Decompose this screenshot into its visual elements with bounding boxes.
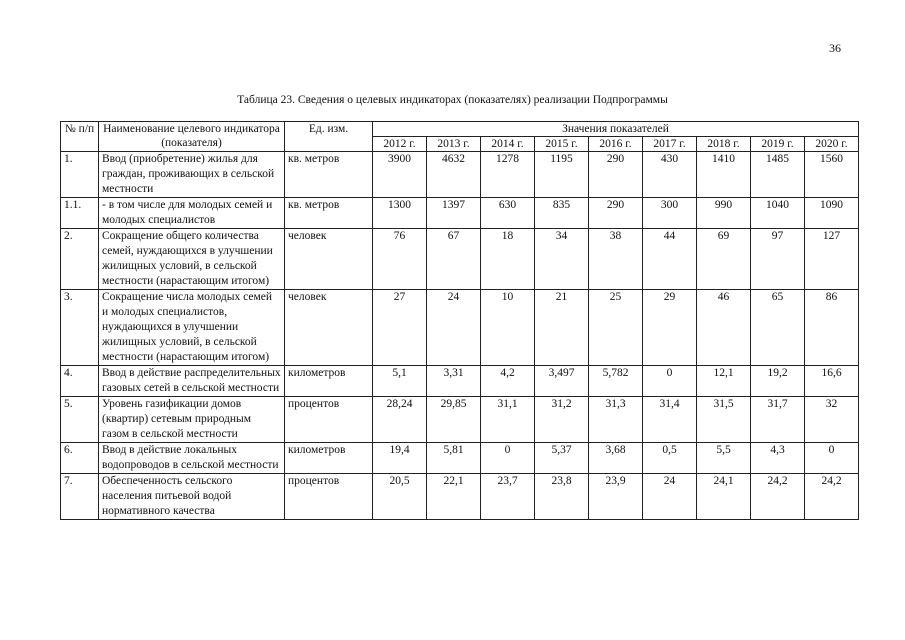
value-cell: 990 [697,198,751,229]
value-cell: 3,497 [535,366,589,397]
year-header: 2014 г. [481,137,535,152]
value-cell: 0 [481,443,535,474]
value-cell: 86 [805,290,859,366]
value-cell: 5,81 [427,443,481,474]
indicators-table [60,121,859,520]
value-cell: 24 [427,290,481,366]
row-number: 2. [61,229,99,290]
value-cell: 1195 [535,152,589,198]
year-header: 2015 г. [535,137,589,152]
value-cell: 24,1 [697,474,751,520]
indicator-name: Уровень газификации домов (квартир) сетевым природным газом в сельской местности [99,397,285,443]
year-header: 2012 г. [373,137,427,152]
value-cell: 300 [643,198,697,229]
table-row [61,290,859,366]
page-number: 36 [829,41,841,55]
unit-cell: процентов [285,474,373,520]
unit-cell: километров [285,443,373,474]
unit-cell: километров [285,366,373,397]
row-number: 1. [61,152,99,198]
value-cell: 0 [643,366,697,397]
header-values: Значения показателей [373,122,859,137]
value-cell: 23,8 [535,474,589,520]
table-row [61,397,859,443]
value-cell: 19,2 [751,366,805,397]
value-cell: 76 [373,229,427,290]
value-cell: 3,31 [427,366,481,397]
value-cell: 127 [805,229,859,290]
value-cell: 44 [643,229,697,290]
value-cell: 430 [643,152,697,198]
value-cell: 0,5 [643,443,697,474]
value-cell: 4632 [427,152,481,198]
value-cell: 65 [751,290,805,366]
unit-cell: кв. метров [285,198,373,229]
table-row [61,474,859,520]
value-cell: 1090 [805,198,859,229]
table-body [61,152,859,520]
value-cell: 69 [697,229,751,290]
value-cell: 31,2 [535,397,589,443]
value-cell: 4,3 [751,443,805,474]
value-cell: 5,1 [373,366,427,397]
year-header: 2020 г. [805,137,859,152]
value-cell: 12,1 [697,366,751,397]
header-row [61,122,859,137]
year-header: 2013 г. [427,137,481,152]
value-cell: 1410 [697,152,751,198]
value-cell: 34 [535,229,589,290]
value-cell: 5,5 [697,443,751,474]
value-cell: 29,85 [427,397,481,443]
table-row [61,366,859,397]
row-number: 3. [61,290,99,366]
value-cell: 835 [535,198,589,229]
value-cell: 16,6 [805,366,859,397]
indicator-name: Ввод в действие локальных водопроводов в сельской местности [99,443,285,474]
row-number: 7. [61,474,99,520]
unit-cell: кв. метров [285,152,373,198]
value-cell: 25 [589,290,643,366]
value-cell: 31,7 [751,397,805,443]
value-cell: 1040 [751,198,805,229]
value-cell: 5,782 [589,366,643,397]
value-cell: 1560 [805,152,859,198]
value-cell: 31,5 [697,397,751,443]
value-cell: 32 [805,397,859,443]
value-cell: 630 [481,198,535,229]
value-cell: 0 [805,443,859,474]
value-cell: 1485 [751,152,805,198]
indicator-name: - в том числе для молодых семей и молодых специалистов [99,198,285,229]
year-header: 2019 г. [751,137,805,152]
value-cell: 1397 [427,198,481,229]
value-cell: 46 [697,290,751,366]
value-cell: 67 [427,229,481,290]
value-cell: 19,4 [373,443,427,474]
indicator-name: Ввод в действие распределительных газовых сетей в сельской местности [99,366,285,397]
value-cell: 21 [535,290,589,366]
year-header: 2017 г. [643,137,697,152]
value-cell: 1300 [373,198,427,229]
value-cell: 31,4 [643,397,697,443]
value-cell: 97 [751,229,805,290]
value-cell: 23,7 [481,474,535,520]
indicator-name: Обеспеченность сельского населения питьевой водой нормативного качества [99,474,285,520]
value-cell: 3,68 [589,443,643,474]
value-cell: 23,9 [589,474,643,520]
value-cell: 290 [589,198,643,229]
table-row [61,443,859,474]
indicator-name: Сокращение числа молодых семей и молодых специалистов, нуждающихся в улучшении жилищных условий, в сельской местности (нарастающим итогом) [99,290,285,366]
unit-cell: человек [285,229,373,290]
value-cell: 10 [481,290,535,366]
value-cell: 27 [373,290,427,366]
value-cell: 31,3 [589,397,643,443]
table-row [61,152,859,198]
value-cell: 38 [589,229,643,290]
value-cell: 28,24 [373,397,427,443]
row-number: 4. [61,366,99,397]
indicator-name: Сокращение общего количества семей, нуждающихся в улучшении жилищных условий, в сельской местности (нарастающим итогом) [99,229,285,290]
header-name: Наименование целевого индикатора (показателя) [99,122,285,152]
unit-cell: человек [285,290,373,366]
value-cell: 4,2 [481,366,535,397]
value-cell: 5,37 [535,443,589,474]
value-cell: 24 [643,474,697,520]
value-cell: 24,2 [805,474,859,520]
year-header: 2016 г. [589,137,643,152]
table-row [61,229,859,290]
table-caption: Таблица 23. Сведения о целевых индикаторах (показателях) реализации Подпрограммы [237,94,668,106]
value-cell: 20,5 [373,474,427,520]
row-number: 6. [61,443,99,474]
year-header: 2018 г. [697,137,751,152]
value-cell: 29 [643,290,697,366]
value-cell: 18 [481,229,535,290]
value-cell: 1278 [481,152,535,198]
header-num: № п/п [61,122,99,152]
header-unit: Ед. изм. [285,122,373,152]
row-number: 1.1. [61,198,99,229]
value-cell: 31,1 [481,397,535,443]
value-cell: 22,1 [427,474,481,520]
value-cell: 24,2 [751,474,805,520]
value-cell: 290 [589,152,643,198]
row-number: 5. [61,397,99,443]
indicator-name: Ввод (приобретение) жилья для граждан, проживающих в сельской местности [99,152,285,198]
unit-cell: процентов [285,397,373,443]
value-cell: 3900 [373,152,427,198]
table-row [61,198,859,229]
